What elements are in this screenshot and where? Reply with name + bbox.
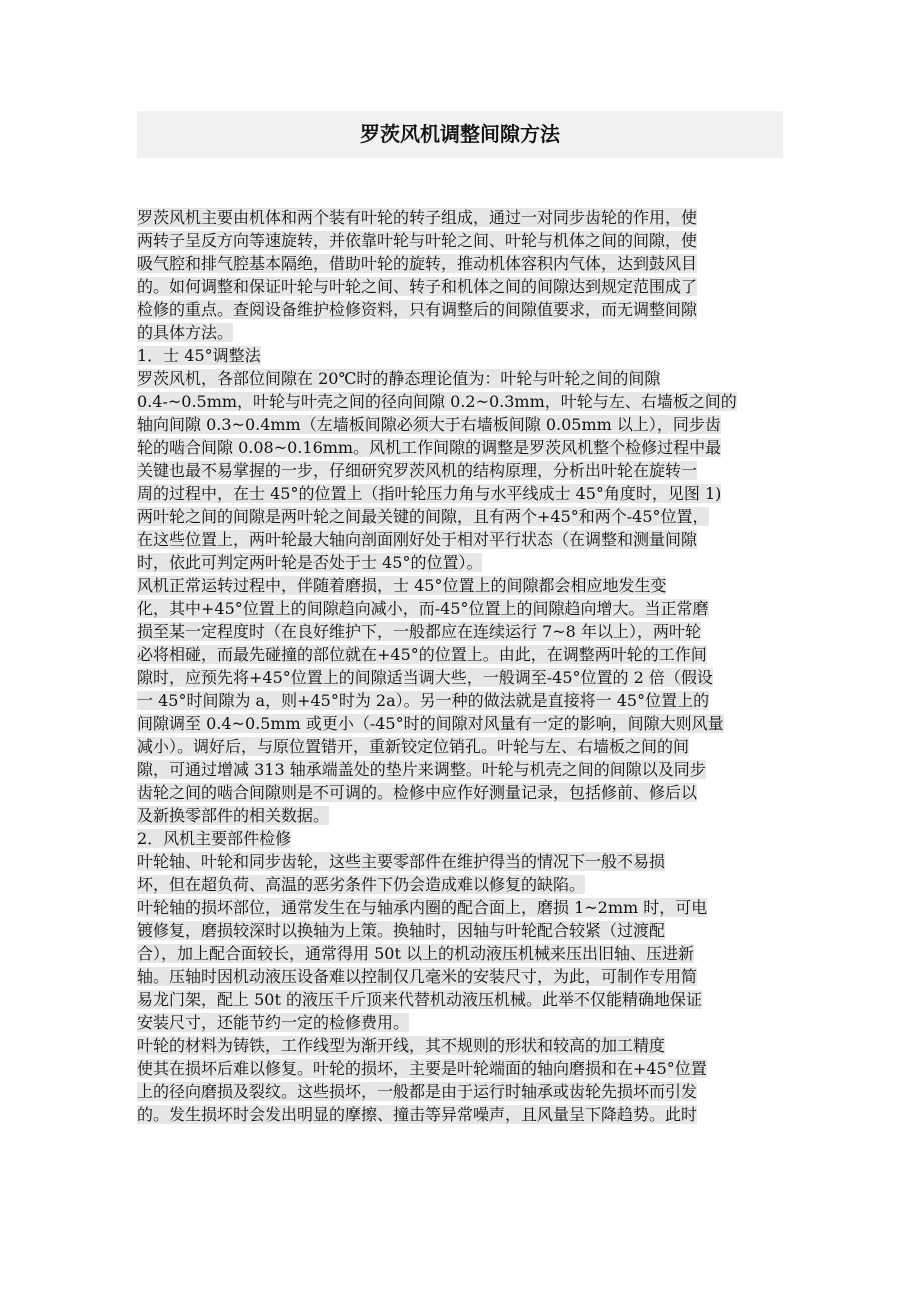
text-line — [137, 229, 783, 252]
text-line-content: 检修的重点。查阅设备维护检修资料，只有调整后的间隙值要求，而无调整间隙 — [137, 300, 698, 319]
text-line — [137, 873, 783, 896]
text-line-content: 叶轮的材料为铸铁，工作线型为渐开线，其不规则的形状和较高的加工精度 — [137, 1036, 666, 1055]
text-line — [137, 459, 783, 482]
text-line-content: 安装尺寸，还能节约一定的检修费用。 — [137, 1013, 410, 1032]
text-line — [137, 919, 783, 942]
text-line-content: 轴。压轴时因机动液压设备难以控制仅几毫米的安装尺寸，为此，可制作专用简 — [137, 967, 698, 986]
text-line-content: 隙，可通过增减 313 轴承端盖处的垫片来调整。叶轮与机壳之间的间隙以及同步 — [137, 760, 706, 779]
text-line — [137, 827, 783, 850]
text-line-content: 轴向间隙 0.3~0.4mm（左墙板间隙必须大于右墙板间隙 0.05mm 以上），同步齿 — [137, 415, 721, 434]
text-line — [137, 1034, 783, 1057]
text-line — [137, 1011, 783, 1034]
text-line — [137, 896, 783, 919]
text-line-content: 1．士 45°调整法 — [137, 346, 261, 365]
text-line-content: 在这些位置上，两叶轮最大轴向剖面刚好处于相对平行状态（在调整和测量间隙 — [137, 530, 698, 549]
text-line-content: 隙时，应预先将+45°位置上的间隙适当调大些，一般调至-45°位置的 2 倍（假设 — [137, 668, 713, 687]
text-line-content: 两转子呈反方向等速旋转，并依靠叶轮与叶轮之间、叶轮与机体之间的间隙，使 — [137, 231, 698, 250]
text-line-content: 坏，但在超负荷、高温的恶劣条件下仍会造成难以修复的缺陷。 — [137, 875, 586, 894]
text-line-content: 2．风机主要部件检修 — [137, 829, 292, 848]
text-line — [137, 597, 783, 620]
text-line-content: 镀修复，磨损较深时以换轴为上策。换轴时，因轴与叶轮配合较紧（过渡配 — [137, 921, 666, 940]
text-line — [137, 1103, 783, 1126]
text-line-content: 必将相碰，而最先碰撞的部位就在+45°的位置上。由此，在调整两叶轮的工作间 — [137, 645, 707, 664]
text-line-content: 时，依此可判定两叶轮是否处于士 45°的位置）。 — [137, 553, 483, 572]
text-line — [137, 505, 783, 528]
document-title: 罗茨风机调整间隙方法 — [360, 122, 560, 146]
text-line — [137, 712, 783, 735]
text-line — [137, 206, 783, 229]
text-line — [137, 942, 783, 965]
text-line — [137, 413, 783, 436]
text-line-content: 周的过程中，在士 45°的位置上（指叶轮压力角与水平线成士 45°角度时，见图 1) — [137, 484, 722, 503]
title-band — [137, 111, 783, 158]
text-line-content: 两叶轮之间的间隙是两叶轮之间最关键的间隙，且有两个+45°和两个-45°位置， — [137, 507, 709, 526]
text-line-content: 间隙调至 0.4~0.5mm 或更小（-45°时的间隙对风量有一定的影响，间隙大则风量 — [137, 714, 724, 733]
text-line-content: 罗茨风机，各部位间隙在 20℃时的静态理论值为：叶轮与叶轮之间的间隙 — [137, 369, 661, 388]
text-line — [137, 965, 783, 988]
text-line — [137, 689, 783, 712]
text-line — [137, 574, 783, 597]
text-line — [137, 758, 783, 781]
document-body — [137, 206, 783, 1126]
text-line-content: 一 45°时间隙为 a，则+45°时为 2a）。另一种的做法就是直接将一 45°位置上的 — [137, 691, 710, 710]
text-line — [137, 321, 783, 344]
text-line — [137, 528, 783, 551]
text-line-content: 吸气腔和排气腔基本隔绝，借助叶轮的旋转，推动机体容积内气体，达到鼓风目 — [137, 254, 698, 273]
text-line-content: 损至某一定程度时（在良好维护下，一般都应在连续运行 7~8 年以上），两叶轮 — [137, 622, 701, 641]
text-line — [137, 275, 783, 298]
text-line — [137, 620, 783, 643]
text-line-content: 风机正常运转过程中，伴随着磨损，士 45°位置上的间隙都会相应地发生变 — [137, 576, 667, 595]
text-line — [137, 666, 783, 689]
text-line — [137, 390, 783, 413]
text-line — [137, 850, 783, 873]
text-line — [137, 804, 783, 827]
text-line-content: 叶轮轴、叶轮和同步齿轮，这些主要零部件在维护得当的情况下一般不易损 — [137, 852, 666, 871]
text-line-content: 的。发生损坏时会发出明显的摩擦、撞击等异常噪声，且风量呈下降趋势。此时 — [137, 1105, 698, 1124]
text-line — [137, 367, 783, 390]
text-line-content: 0.4-~0.5mm，叶轮与叶壳之间的径向间隙 0.2~0.3mm，叶轮与左、右墙板之间的 — [137, 392, 737, 411]
text-line-content: 减小）。调好后，与原位置错开，重新铰定位销孔。叶轮与左、右墙板之间的间 — [137, 737, 690, 756]
text-line — [137, 436, 783, 459]
text-line-content: 合），加上配合面较长，通常得用 50t 以上的机动液压机械来压出旧轴、压进新 — [137, 944, 694, 963]
text-line — [137, 252, 783, 275]
text-line — [137, 988, 783, 1011]
text-line-content: 罗茨风机主要由机体和两个装有叶轮的转子组成，通过一对同步齿轮的作用，使 — [137, 208, 698, 227]
text-line-content: 使其在损坏后难以修复。叶轮的损坏，主要是叶轮端面的轴向磨损和在+45°位置 — [137, 1059, 707, 1078]
text-line-content: 叶轮轴的损坏部位，通常发生在与轴承内圈的配合面上，磨损 1~2mm 时，可电 — [137, 898, 708, 917]
text-line-content: 上的径向磨损及裂纹。这些损坏，一般都是由于运行时轴承或齿轮先损坏而引发 — [137, 1082, 698, 1101]
text-line-content: 化，其中+45°位置上的间隙趋向减小，而-45°位置上的间隙趋向增大。当正常磨 — [137, 599, 709, 618]
text-line — [137, 344, 783, 367]
text-line — [137, 1057, 783, 1080]
text-line — [137, 781, 783, 804]
text-line — [137, 298, 783, 321]
text-line-content: 及新换零部件的相关数据。 — [137, 806, 330, 825]
text-line-content: 齿轮之间的啮合间隙则是不可调的。检修中应作好测量记录，包括修前、修后以 — [137, 783, 698, 802]
text-line-content: 轮的啮合间隙 0.08~0.16mm。风机工作间隙的调整是罗茨风机整个检修过程中最 — [137, 438, 722, 457]
text-line-content: 关键也最不易掌握的一步，仔细研究罗茨风机的结构原理，分析出叶轮在旋转一 — [137, 461, 698, 480]
text-line — [137, 735, 783, 758]
text-line-content: 的。如何调整和保证叶轮与叶轮之间、转子和机体之间的间隙达到规定范围成了 — [137, 277, 698, 296]
text-line-content: 的具体方法。 — [137, 323, 234, 342]
text-line — [137, 1080, 783, 1103]
text-line — [137, 643, 783, 666]
text-line — [137, 482, 783, 505]
text-line — [137, 551, 783, 574]
text-line-content: 易龙门架，配上 50t 的液压千斤顶来代替机动液压机械。此举不仅能精确地保证 — [137, 990, 702, 1009]
